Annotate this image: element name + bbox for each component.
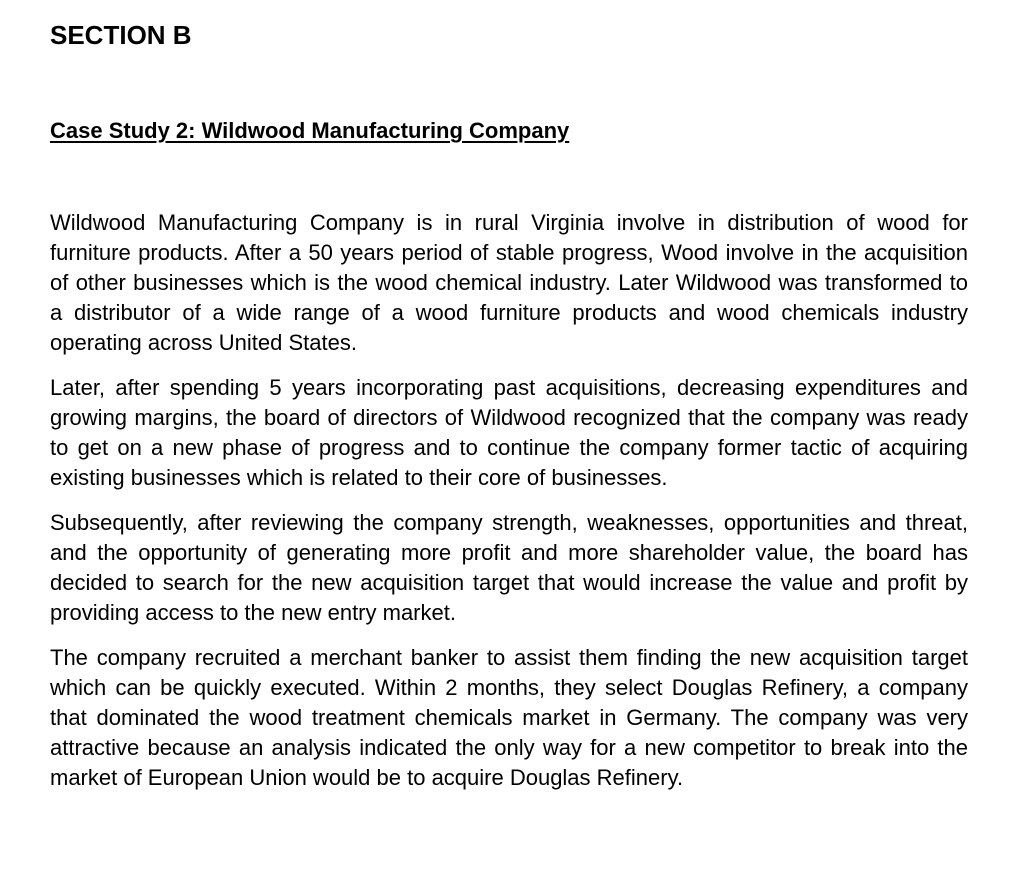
case-study-title: Case Study 2: Wildwood Manufacturing Company [50, 118, 570, 143]
case-study-body [50, 208, 968, 808]
paragraph-2: Later, after spending 5 years incorporating past acquisitions, decreasing expenditures and growing margins, the board of directors of Wildwood recognized that the company was ready to get on a new phase of progress and to continue the company former tactic of acquiring existing businesses which is related to their core of businesses. [50, 375, 968, 490]
paragraph-3: Subsequently, after reviewing the company strength, weaknesses, opportunities and threat, and the opportunity of generating more profit and more shareholder value, the board has decided to search for the new acquisition target that would increase the value and profit by providing access to the new entry market. [50, 510, 968, 625]
paragraph-4: The company recruited a merchant banker to assist them finding the new acquisition target which can be quickly executed. Within 2 months, they select Douglas Refinery, a company that dominated the wood treatment chemicals market in Germany. The company was very attractive because an analysis indicated the only way for a new competitor to break into the market of European Union would be to acquire Douglas Refinery. [50, 645, 968, 790]
paragraph-1: Wildwood Manufacturing Company is in rural Virginia involve in distribution of wood for furniture products. After a 50 years period of stable progress, Wood involve in the acquisition of other businesses which is the wood chemical industry. Later Wildwood was transformed to a distributor of a wide range of a wood furniture products and wood chemicals industry operating across United States. [50, 210, 968, 355]
section-heading: SECTION B [50, 20, 192, 50]
